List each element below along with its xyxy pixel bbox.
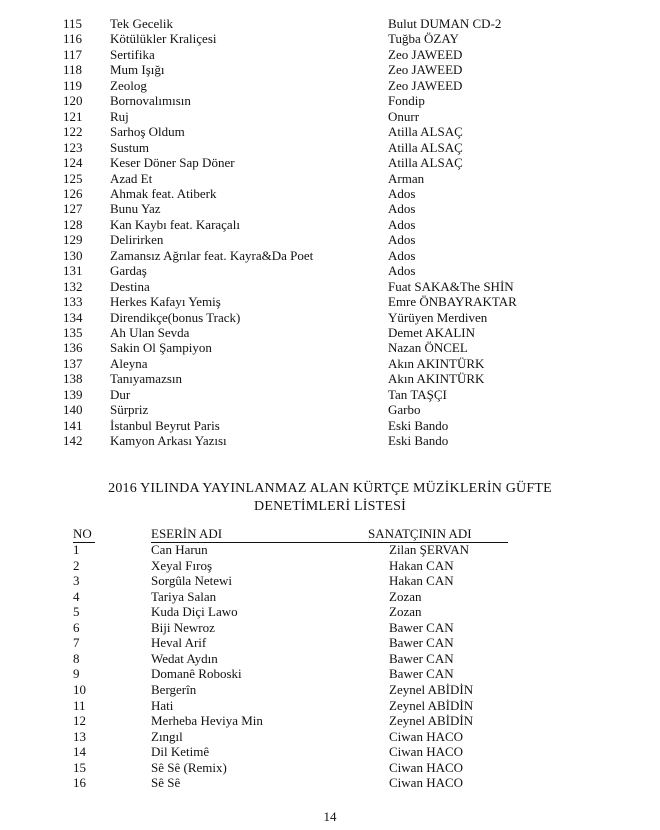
- table-row: [0, 371, 660, 387]
- work-name: Heval Arif: [151, 635, 207, 651]
- table-row: [0, 62, 660, 78]
- artist-name: Nazan ÖNCEL: [388, 340, 468, 356]
- table-row: [0, 651, 660, 667]
- artist-name: Ados: [388, 232, 416, 248]
- artist-name: Hakan CAN: [389, 573, 454, 589]
- work-name: Dil Ketimê: [151, 744, 210, 760]
- artist-name: Emre ÖNBAYRAKTAR: [388, 294, 517, 310]
- row-number: 13: [73, 728, 86, 744]
- table-row: [0, 155, 660, 171]
- header-work-name: ESERİN ADI: [151, 526, 223, 541]
- artist-name: Bawer CAN: [389, 650, 454, 666]
- table-row: [0, 402, 660, 418]
- row-number: 126: [63, 185, 83, 201]
- artist-name: Bawer CAN: [389, 635, 454, 651]
- row-number: 142: [63, 433, 83, 449]
- artist-name: Akın AKINTÜRK: [388, 355, 485, 371]
- table-row: [0, 635, 660, 651]
- artist-name: Atilla ALSAÇ: [388, 155, 463, 171]
- table-row: [0, 263, 660, 279]
- work-name: Ruj: [110, 108, 129, 124]
- work-name: Bergerîn: [151, 681, 197, 697]
- row-number: 132: [63, 278, 83, 294]
- artist-name: Atilla ALSAÇ: [388, 139, 463, 155]
- work-name: Aleyna: [110, 355, 148, 371]
- work-name: Zıngıl: [151, 728, 183, 744]
- row-number: 4: [73, 588, 80, 604]
- artist-name: Yürüyen Merdiven: [388, 309, 488, 325]
- work-name: Keser Döner Sap Döner: [110, 155, 235, 171]
- work-name: Sorgûla Netewi: [151, 573, 232, 589]
- artist-name: Akın AKINTÜRK: [388, 371, 485, 387]
- table-row: [0, 294, 660, 310]
- table-row: [0, 387, 660, 403]
- work-name: Hati: [151, 697, 174, 713]
- table-row: [0, 418, 660, 434]
- table-row: [0, 589, 660, 605]
- artist-name: Arman: [388, 170, 425, 186]
- row-number: 130: [63, 247, 83, 263]
- section-title-line-1: 2016 YILINDA YAYINLANMAZ ALAN KÜRTÇE MÜZİKLERİN GÜFTE: [108, 481, 552, 496]
- artist-name: Zozan: [389, 604, 422, 620]
- work-name: Tanıyamazsın: [110, 371, 183, 387]
- artist-name: Tuğba ÖZAY: [388, 31, 459, 47]
- row-number: 127: [63, 201, 83, 217]
- work-name: Sustum: [110, 139, 150, 155]
- row-number: 137: [63, 355, 83, 371]
- row-number: 6: [73, 619, 80, 635]
- work-name: Ah Ulan Sevda: [110, 325, 190, 340]
- work-name: Kamyon Arkası Yazısı: [110, 433, 227, 449]
- artist-name: Garbo: [388, 402, 421, 418]
- artist-name: Eski Bando: [388, 433, 449, 449]
- row-number: 3: [73, 573, 80, 589]
- row-number: 118: [63, 62, 83, 78]
- table-row: [0, 279, 660, 295]
- artist-name: Tan TAŞÇI: [388, 386, 447, 402]
- artist-name: Zeynel ABİDİN: [389, 713, 474, 729]
- table-row: [0, 620, 660, 636]
- artist-name: Demet AKALIN: [388, 325, 476, 340]
- row-number: 121: [63, 108, 83, 124]
- work-name: Sarhoş Oldum: [110, 124, 185, 140]
- row-number: 138: [63, 371, 83, 387]
- table-row: [0, 604, 660, 620]
- row-number: 140: [63, 402, 83, 418]
- artist-name: Ciwan HACO: [389, 744, 464, 760]
- table-row: [0, 682, 660, 698]
- row-number: 139: [63, 386, 83, 402]
- table-row: [0, 340, 660, 356]
- row-number: 14: [73, 744, 86, 760]
- table-row: [0, 47, 660, 63]
- artist-name: Ciwan HACO: [389, 728, 464, 744]
- artist-name: Hakan CAN: [389, 557, 454, 573]
- artist-name: Zeo JAWEED: [388, 77, 463, 93]
- table-row: [0, 542, 660, 558]
- artist-name: Zeo JAWEED: [388, 62, 463, 78]
- artist-name: Fondip: [388, 93, 425, 109]
- table-row: [0, 310, 660, 326]
- work-name: Wedat Aydın: [151, 650, 218, 666]
- work-name: Tariya Salan: [151, 588, 217, 604]
- row-number: 133: [63, 294, 83, 310]
- artist-name: Zilan ŞERVAN: [389, 542, 469, 557]
- table-row: [0, 78, 660, 94]
- table-row: [0, 744, 660, 760]
- work-name: Bunu Yaz: [110, 201, 161, 217]
- artist-name: Zeo JAWEED: [388, 46, 463, 62]
- artist-name: Ados: [388, 247, 416, 263]
- artist-name: Fuat SAKA&The SHİN: [388, 278, 514, 294]
- header-artist-name: SANATÇININ ADI: [368, 526, 472, 541]
- row-number: 119: [63, 77, 83, 93]
- table-row: [0, 433, 660, 449]
- table-row: [0, 232, 660, 248]
- table-row: [0, 217, 660, 233]
- work-name: Delirirken: [110, 232, 164, 248]
- work-name: Destina: [110, 278, 150, 294]
- table-row: [0, 109, 660, 125]
- table-row: [0, 729, 660, 745]
- table-row: [0, 573, 660, 589]
- work-name: Ahmak feat. Atiberk: [110, 185, 217, 201]
- artist-name: Bawer CAN: [389, 666, 454, 682]
- row-number: 8: [73, 650, 80, 666]
- row-number: 141: [63, 417, 83, 433]
- row-number: 11: [73, 697, 86, 713]
- artist-name: Ados: [388, 185, 416, 201]
- work-name: Sakin Ol Şampiyon: [110, 340, 212, 356]
- table-row: [0, 93, 660, 109]
- table-row: [0, 16, 660, 32]
- work-name: Dur: [110, 386, 131, 402]
- row-number: 135: [63, 325, 83, 340]
- row-number: 123: [63, 139, 83, 155]
- artist-name: Bawer CAN: [389, 619, 454, 635]
- row-number: 15: [73, 759, 86, 775]
- table-row: [0, 666, 660, 682]
- work-name: Sê Sê: [151, 775, 181, 791]
- row-number: 115: [63, 16, 83, 31]
- table-row: [0, 775, 660, 791]
- row-number: 116: [63, 31, 83, 47]
- work-name: Tek Gecelik: [110, 16, 173, 31]
- table-row: [0, 760, 660, 776]
- row-number: 136: [63, 340, 83, 356]
- row-number: 10: [73, 681, 86, 697]
- row-number: 122: [63, 124, 83, 140]
- artist-name: Ados: [388, 263, 416, 279]
- artist-name: Eski Bando: [388, 417, 449, 433]
- work-name: Zamansız Ağrılar feat. Kayra&Da Poet: [110, 247, 314, 263]
- row-number: 1: [73, 542, 80, 557]
- artist-name: Atilla ALSAÇ: [388, 124, 463, 140]
- table-row: [0, 201, 660, 217]
- table-row: [0, 31, 660, 47]
- table-row: [0, 356, 660, 372]
- row-number: 134: [63, 309, 83, 325]
- row-number: 5: [73, 604, 80, 620]
- row-number: 124: [63, 155, 83, 171]
- artist-name: Zozan: [389, 588, 422, 604]
- work-name: Direndikçe(bonus Track): [110, 309, 241, 325]
- work-name: Sê Sê (Remix): [151, 759, 227, 775]
- work-name: Kan Kaybı feat. Karaçalı: [110, 216, 240, 232]
- table-row: [0, 248, 660, 264]
- row-number: 16: [73, 775, 86, 791]
- table-row: [0, 171, 660, 187]
- artist-name: Zeynel ABİDİN: [389, 681, 474, 697]
- work-name: Merheba Heviya Min: [151, 713, 263, 729]
- work-name: Gardaş: [110, 263, 147, 279]
- row-number: 125: [63, 170, 83, 186]
- artist-name: Ados: [388, 216, 416, 232]
- table-row: [0, 558, 660, 574]
- row-number: 131: [63, 263, 83, 279]
- row-number: 7: [73, 635, 80, 651]
- work-name: İstanbul Beyrut Paris: [110, 417, 220, 433]
- table-row: [0, 325, 660, 341]
- work-name: Kötülükler Kraliçesi: [110, 31, 217, 47]
- row-number: 129: [63, 232, 83, 248]
- page-number: 14: [323, 809, 337, 824]
- row-number: 9: [73, 666, 80, 682]
- artist-name: Ados: [388, 201, 416, 217]
- work-name: Can Harun: [151, 542, 208, 557]
- work-name: Azad Et: [110, 170, 153, 186]
- row-number: 12: [73, 713, 86, 729]
- work-name: Mum Işığı: [110, 62, 165, 78]
- work-name: Biji Newroz: [151, 619, 215, 635]
- header-no: NO: [73, 526, 92, 541]
- work-name: Zeolog: [110, 77, 147, 93]
- artist-name: Onurr: [388, 108, 420, 124]
- artist-name: Ciwan HACO: [389, 775, 464, 791]
- row-number: 117: [63, 46, 83, 62]
- table-row: [0, 124, 660, 140]
- artist-name: Zeynel ABİDİN: [389, 697, 474, 713]
- table-row: [0, 713, 660, 729]
- section-title-line-2: DENETİMLERİ LİSTESİ: [254, 499, 406, 514]
- work-name: Sürpriz: [110, 402, 149, 418]
- work-name: Bornovalımısın: [110, 93, 191, 109]
- table-row: [0, 140, 660, 156]
- artist-name: Ciwan HACO: [389, 759, 464, 775]
- work-name: Xeyal Fıroş: [151, 557, 213, 573]
- row-number: 128: [63, 216, 83, 232]
- row-number: 120: [63, 93, 83, 109]
- work-name: Herkes Kafayı Yemiş: [110, 294, 221, 310]
- work-name: Sertifika: [110, 46, 155, 62]
- table-row: [0, 698, 660, 714]
- artist-name: Bulut DUMAN CD-2: [388, 16, 502, 31]
- table-row: [0, 186, 660, 202]
- work-name: Kuda Diçi Lawo: [151, 604, 238, 620]
- work-name: Domanê Roboski: [151, 666, 242, 682]
- row-number: 2: [73, 557, 80, 573]
